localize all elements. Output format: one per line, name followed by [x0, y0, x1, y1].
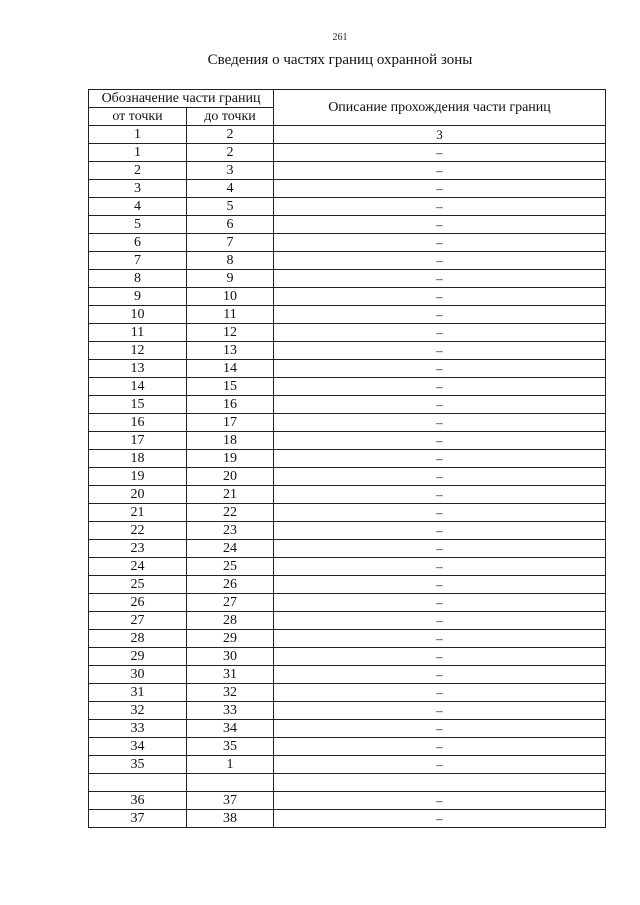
cell-description: –: [274, 396, 606, 414]
cell-to-point: 23: [187, 522, 274, 540]
table-row: [89, 162, 606, 180]
table-row: [89, 396, 606, 414]
cell-from-point: 32: [89, 702, 187, 720]
cell-description: –: [274, 792, 606, 810]
cell-description: –: [274, 720, 606, 738]
cell-from-point: 22: [89, 522, 187, 540]
cell-to-point: 15: [187, 378, 274, 396]
table-row: [89, 630, 606, 648]
document-title: Сведения о частях границ охранной зоны: [207, 52, 473, 68]
cell-description: –: [274, 666, 606, 684]
cell-description: –: [274, 684, 606, 702]
cell-from-point: 13: [89, 360, 187, 378]
table-row: [89, 684, 606, 702]
cell-to-point: 5: [187, 198, 274, 216]
cell-from-point: 15: [89, 396, 187, 414]
cell-to-point: 17: [187, 414, 274, 432]
cell-to-point: 29: [187, 630, 274, 648]
cell-from-point: [89, 774, 187, 792]
cell-from-point: 12: [89, 342, 187, 360]
cell-from-point: 1: [89, 144, 187, 162]
cell-description: –: [274, 756, 606, 774]
cell-description: –: [274, 810, 606, 828]
cell-description: –: [274, 342, 606, 360]
cell-from-point: 1: [89, 126, 187, 144]
cell-to-point: 35: [187, 738, 274, 756]
cell-to-point: 24: [187, 540, 274, 558]
cell-description: –: [274, 612, 606, 630]
cell-to-point: 19: [187, 450, 274, 468]
table-row: [89, 774, 606, 792]
cell-from-point: 9: [89, 288, 187, 306]
header-row-top: [89, 90, 606, 108]
cell-to-point: 34: [187, 720, 274, 738]
cell-description: –: [274, 576, 606, 594]
cell-description: –: [274, 306, 606, 324]
cell-to-point: 38: [187, 810, 274, 828]
cell-from-point: 36: [89, 792, 187, 810]
cell-description: 3: [274, 126, 606, 144]
cell-to-point: 12: [187, 324, 274, 342]
cell-description: –: [274, 450, 606, 468]
cell-to-point: 30: [187, 648, 274, 666]
cell-description: –: [274, 414, 606, 432]
table-header: [89, 90, 606, 126]
cell-to-point: 3: [187, 162, 274, 180]
cell-to-point: 37: [187, 792, 274, 810]
cell-from-point: 16: [89, 414, 187, 432]
cell-from-point: 29: [89, 648, 187, 666]
cell-description: –: [274, 270, 606, 288]
cell-to-point: 31: [187, 666, 274, 684]
cell-from-point: 26: [89, 594, 187, 612]
cell-from-point: 14: [89, 378, 187, 396]
cell-to-point: 13: [187, 342, 274, 360]
cell-from-point: 3: [89, 180, 187, 198]
table-row: [89, 522, 606, 540]
table-row: [89, 324, 606, 342]
table-row: [89, 378, 606, 396]
cell-to-point: 18: [187, 432, 274, 450]
cell-to-point: 6: [187, 216, 274, 234]
header-from-point: от точки: [89, 108, 187, 126]
cell-from-point: 34: [89, 738, 187, 756]
cell-description: –: [274, 288, 606, 306]
table-row: [89, 144, 606, 162]
cell-description: –: [274, 198, 606, 216]
table-body: [89, 126, 606, 828]
cell-to-point: 27: [187, 594, 274, 612]
cell-to-point: 1: [187, 756, 274, 774]
cell-from-point: 19: [89, 468, 187, 486]
table-row: [89, 450, 606, 468]
cell-description: –: [274, 324, 606, 342]
table-row: [89, 792, 606, 810]
cell-from-point: 24: [89, 558, 187, 576]
cell-to-point: 2: [187, 144, 274, 162]
table-row: [89, 180, 606, 198]
cell-description: –: [274, 162, 606, 180]
cell-to-point: 14: [187, 360, 274, 378]
cell-to-point: 20: [187, 468, 274, 486]
cell-to-point: 16: [187, 396, 274, 414]
cell-description: –: [274, 522, 606, 540]
cell-description: –: [274, 540, 606, 558]
table-row: [89, 612, 606, 630]
header-boundary-description: Описание прохождения части границ: [274, 90, 606, 126]
cell-to-point: 28: [187, 612, 274, 630]
table-row: [89, 756, 606, 774]
cell-from-point: 7: [89, 252, 187, 270]
cell-to-point: 32: [187, 684, 274, 702]
table-row: [89, 360, 606, 378]
table-row: [89, 306, 606, 324]
cell-from-point: 33: [89, 720, 187, 738]
table-row: [89, 738, 606, 756]
cell-from-point: 4: [89, 198, 187, 216]
cell-from-point: 6: [89, 234, 187, 252]
cell-to-point: 33: [187, 702, 274, 720]
table-row: [89, 666, 606, 684]
cell-from-point: 17: [89, 432, 187, 450]
cell-to-point: [187, 774, 274, 792]
table-row: [89, 576, 606, 594]
cell-description: –: [274, 360, 606, 378]
table-row: [89, 486, 606, 504]
cell-to-point: 10: [187, 288, 274, 306]
cell-from-point: 30: [89, 666, 187, 684]
cell-description: –: [274, 252, 606, 270]
cell-description: –: [274, 558, 606, 576]
table-row: [89, 540, 606, 558]
cell-from-point: 5: [89, 216, 187, 234]
cell-from-point: 27: [89, 612, 187, 630]
table-row: [89, 342, 606, 360]
cell-from-point: 35: [89, 756, 187, 774]
cell-description: –: [274, 504, 606, 522]
header-to-point: до точки: [187, 108, 274, 126]
cell-to-point: 26: [187, 576, 274, 594]
table-row: [89, 198, 606, 216]
cell-description: –: [274, 234, 606, 252]
boundary-parts-table: [88, 89, 606, 828]
cell-from-point: 28: [89, 630, 187, 648]
table-row: [89, 414, 606, 432]
cell-to-point: 25: [187, 558, 274, 576]
cell-to-point: 2: [187, 126, 274, 144]
table-row: [89, 558, 606, 576]
cell-description: –: [274, 630, 606, 648]
cell-description: –: [274, 594, 606, 612]
table-row: [89, 234, 606, 252]
cell-description: –: [274, 738, 606, 756]
cell-description: –: [274, 468, 606, 486]
table-row: [89, 432, 606, 450]
cell-description: –: [274, 648, 606, 666]
cell-from-point: 11: [89, 324, 187, 342]
table-row: [89, 720, 606, 738]
cell-description: –: [274, 486, 606, 504]
table-row: [89, 126, 606, 144]
cell-from-point: 21: [89, 504, 187, 522]
cell-to-point: 21: [187, 486, 274, 504]
cell-description: –: [274, 702, 606, 720]
cell-description: –: [274, 378, 606, 396]
cell-description: –: [274, 216, 606, 234]
cell-description: –: [274, 180, 606, 198]
cell-description: –: [274, 432, 606, 450]
table-row: [89, 252, 606, 270]
cell-from-point: 23: [89, 540, 187, 558]
cell-description: –: [274, 144, 606, 162]
cell-description: [274, 774, 606, 792]
cell-to-point: 22: [187, 504, 274, 522]
table-row: [89, 270, 606, 288]
cell-to-point: 7: [187, 234, 274, 252]
table-row: [89, 216, 606, 234]
table-row: [89, 288, 606, 306]
header-boundary-part-designation: Обозначение части границ: [89, 90, 274, 108]
cell-from-point: 18: [89, 450, 187, 468]
table-row: [89, 468, 606, 486]
page-number: 261: [332, 32, 348, 43]
cell-to-point: 9: [187, 270, 274, 288]
cell-from-point: 31: [89, 684, 187, 702]
table-row: [89, 648, 606, 666]
cell-to-point: 4: [187, 180, 274, 198]
cell-from-point: 37: [89, 810, 187, 828]
cell-to-point: 8: [187, 252, 274, 270]
cell-from-point: 2: [89, 162, 187, 180]
table-row: [89, 594, 606, 612]
cell-to-point: 11: [187, 306, 274, 324]
cell-from-point: 20: [89, 486, 187, 504]
cell-from-point: 10: [89, 306, 187, 324]
table-row: [89, 810, 606, 828]
table-row: [89, 504, 606, 522]
cell-from-point: 25: [89, 576, 187, 594]
table-row: [89, 702, 606, 720]
cell-from-point: 8: [89, 270, 187, 288]
